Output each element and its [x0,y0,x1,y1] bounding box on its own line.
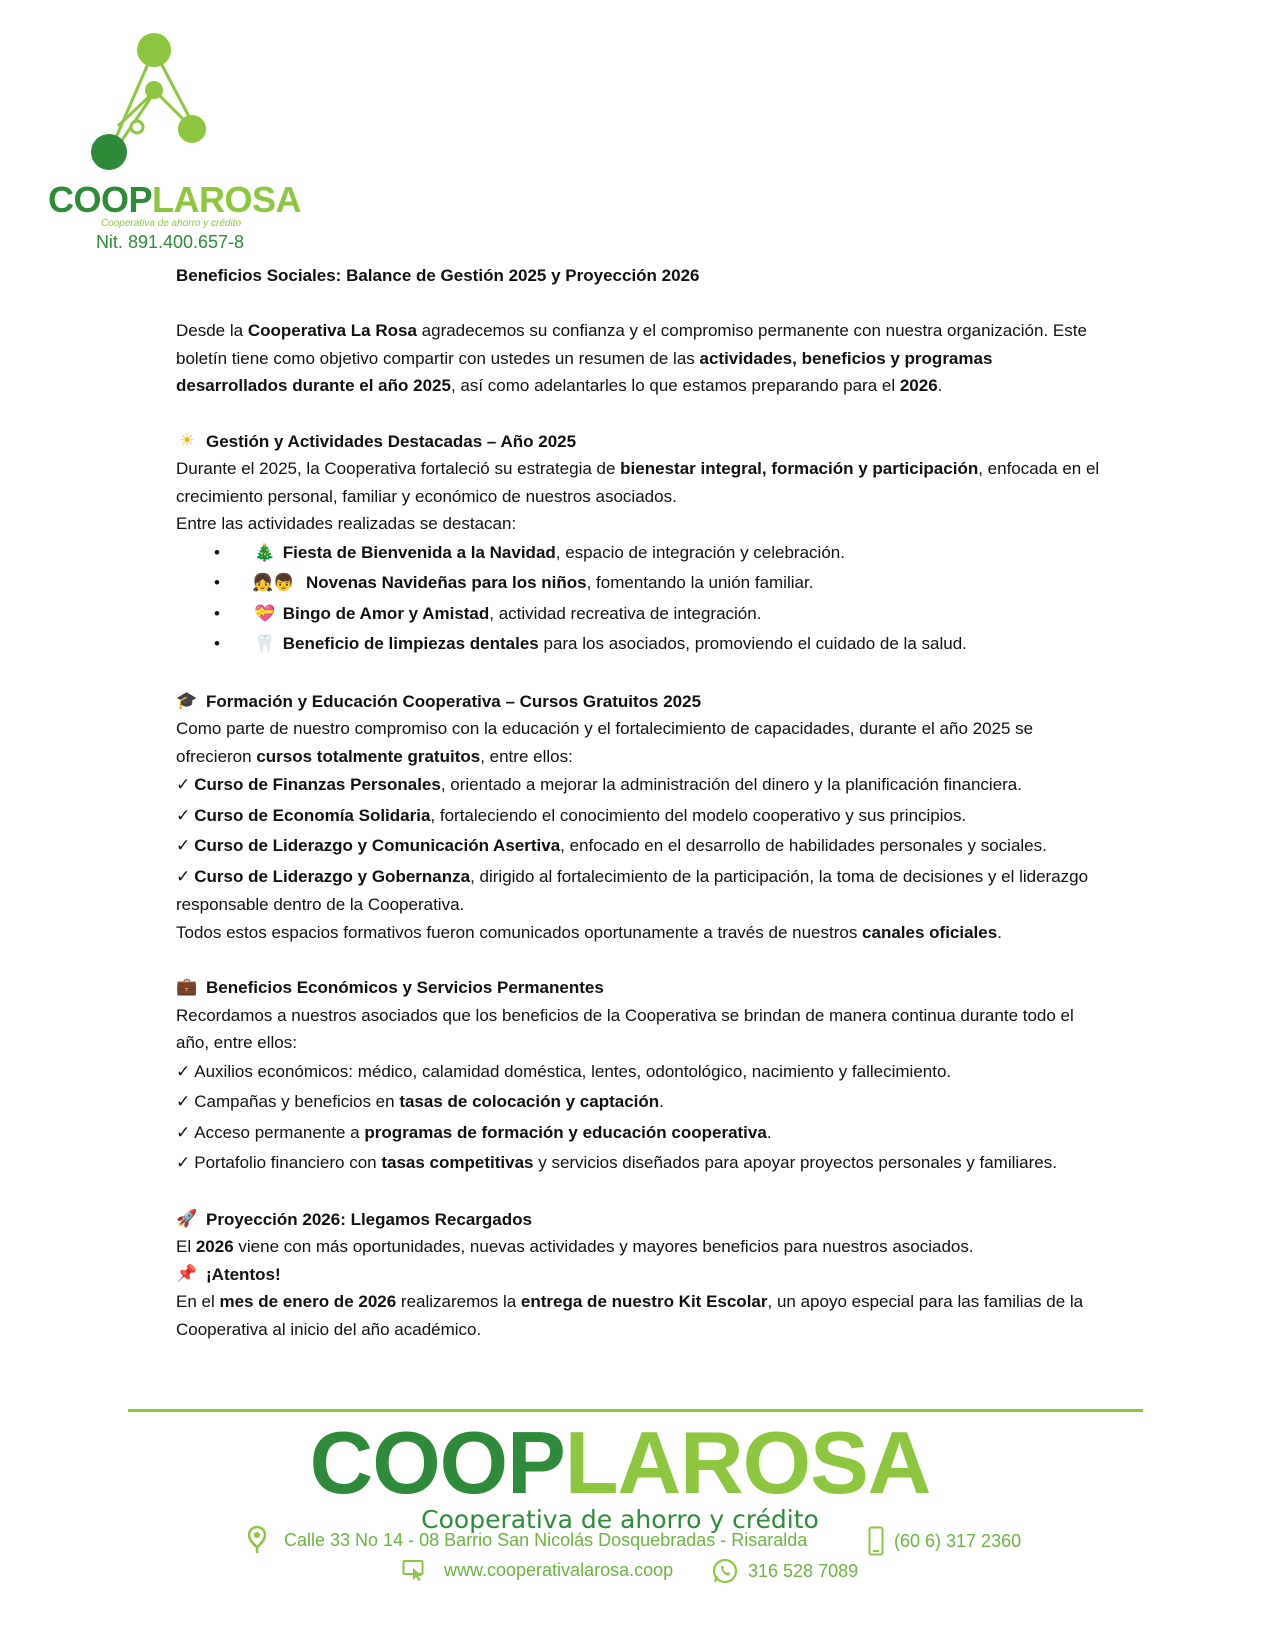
section-heading-beneficios: 💼 Beneficios Económicos y Servicios Permanentes [176,974,1106,1002]
rocket-icon: 🚀 [176,1208,198,1229]
benefit-item: ✓ Campañas y beneficios en tasas de colocación y captación. [176,1092,664,1113]
check-icon: ✓ [176,805,191,826]
benefit-item: ✓ Auxilios económicos: médico, calamidad doméstica, lentes, odontológico, nacimiento y fallecimiento. [176,1061,952,1082]
check-icon: ✓ [176,1061,191,1082]
section-beneficios-paragraph: Recordamos a nuestros asociados que los beneficios de la Cooperativa se brindan de manera continua durante todo el año, entre ellos: [176,1005,1074,1053]
section-gestion-paragraph: Durante el 2025, la Cooperativa fortaleció su estrategia de bienestar integral, formación y participación, enfocada en el crecimiento personal, familiar y económico de nuestros asociados. [176,459,1100,506]
footer-web: www.cooperativalarosa.coop [402,1558,673,1582]
activities-list [176,538,1106,660]
course-item: ✓ Curso de Finanzas Personales, orientado a mejorar la administración del dinero y la planificación financiera. [176,775,1022,796]
check-icon: ✓ [176,1153,191,1174]
footer-whatsapp: 316 528 7089 [712,1558,858,1584]
header-logo [40,30,302,255]
footer-divider [128,1409,1143,1412]
section-heading-formacion: 🎓 Formación y Educación Cooperativa – Cursos Gratuitos 2025 [176,688,1106,716]
section-heading-gestion: ☀ Gestión y Actividades Destacadas – Año 2025 [176,428,1106,456]
tooth-icon: 🦷 [254,634,276,655]
whatsapp-icon [712,1558,738,1584]
briefcase-icon: 💼 [176,977,198,998]
footer-phone: (60 6) 317 2360 [868,1526,1021,1556]
intro-paragraph: Desde la Cooperativa La Rosa agradecemos su confianza y el compromiso permanente con nuestra organización. Este boletín tiene como objetivo compartir con ustedes un resumen de las actividades, beneficios y programas desarrollados durante el año 2025, así como adelantarles lo que estamos preparando para el 2026. [176,321,1087,396]
web-cursor-icon [402,1558,426,1582]
section-proyeccion-paragraph: El 2026 viene con más oportunidades, nuevas actividades y mayores beneficios para nuestros asociados. [176,1237,974,1257]
section-formacion-closing: Todos estos espacios formativos fueron comunicados oportunamente a través de nuestros canales oficiales. [176,923,1002,942]
check-icon: ✓ [176,866,191,887]
christmas-tree-icon: 🎄 [254,542,276,563]
check-icon: ✓ [176,775,191,796]
list-item: • 🎄 Fiesta de Bienvenida a la Navidad, espacio de integración y celebración. [176,538,1106,569]
heart-gift-icon: 💝 [254,603,276,624]
location-pin-icon [248,1526,266,1554]
check-icon: ✓ [176,836,191,857]
graduation-cap-icon: 🎓 [176,690,198,711]
header-nit: Nit. 891.400.657-8 [95,232,245,252]
list-item: • 💝 Bingo de Amor y Amistad, actividad recreativa de integración. [176,599,1106,630]
header-tagline: Cooperativa de ahorro y crédito [100,218,242,229]
section-gestion-lead: Entre las actividades realizadas se destacan: [176,514,517,534]
check-icon: ✓ [176,1122,191,1143]
pushpin-icon: 📌 [176,1263,198,1284]
list-item: • 🦷 Beneficio de limpiezas dentales para los asociados, promoviendo el cuidado de la salud. [176,629,1106,660]
benefit-item: ✓ Acceso permanente a programas de formación y educación cooperativa. [176,1122,772,1143]
document-title: Beneficios Sociales: Balance de Gestión 2025 y Proyección 2026 [176,266,700,285]
document-body [176,262,1106,1344]
course-item: ✓ Curso de Economía Solidaria, fortaleciendo el conocimiento del modelo cooperativo y sus principios. [176,805,967,826]
attention-heading: 📌 ¡Atentos! [176,1261,1106,1289]
check-icon: ✓ [176,1092,191,1113]
list-item: • 👧👦 Novenas Navideñas para los niños, fomentando la unión familiar. [176,568,1106,599]
sun-icon: ☀ [179,430,195,451]
section-formacion-paragraph: Como parte de nuestro compromiso con la educación y el fortalecimiento de capacidades, durante el año 2025 se ofrecieron cursos totalmente gratuitos, entre ellos: [176,719,1034,766]
molecule-logo-icon [40,30,290,190]
header-brand-name: COOPLAROSA [48,179,302,220]
footer-brand-name: COOPLAROSA [309,1413,931,1512]
children-icon: 👧👦 [252,573,295,594]
kit-escolar-paragraph: En el mes de enero de 2026 realizaremos la entrega de nuestro Kit Escolar, un apoyo especial para las familias de la Cooperativa al inicio del año académico. [176,1292,1084,1340]
footer-address: Calle 33 No 14 - 08 Barrio San Nicolás Dosquebradas - Risaralda [248,1526,807,1554]
course-item: ✓ Curso de Liderazgo y Gobernanza, dirigido al fortalecimiento de la participación, la toma de decisiones y el liderazgo responsable dentro de la Cooperativa. [176,866,1089,915]
course-item: ✓ Curso de Liderazgo y Comunicación Asertiva, enfocado en el desarrollo de habilidades personales y sociales. [176,836,1047,857]
benefit-item: ✓ Portafolio financiero con tasas competitivas y servicios diseñados para apoyar proyectos personales y familiares. [176,1153,1057,1174]
mobile-phone-icon [868,1526,884,1556]
footer-tagline: Cooperativa de ahorro y crédito [421,1505,819,1534]
section-heading-proyeccion: 🚀 Proyección 2026: Llegamos Recargados [176,1206,1106,1234]
